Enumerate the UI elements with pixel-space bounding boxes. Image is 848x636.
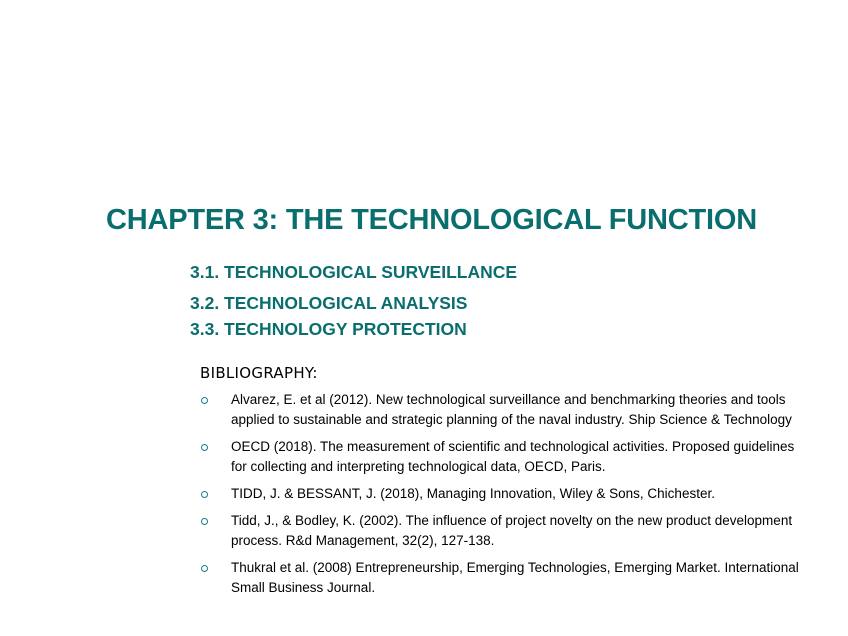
bibliography-entry	[200, 558, 800, 598]
chapter-title: CHAPTER 3: THE TECHNOLOGICAL FUNCTION	[106, 204, 758, 236]
bibliography-list	[200, 390, 800, 605]
circle-bullet-icon	[201, 444, 208, 451]
bibliography-entry	[200, 511, 800, 551]
bibliography-entry-text: Alvarez, E. et al (2012). New technological surveillance and benchmarking theories and tools applied to sustainable and strategic planning of the naval industry. Ship Science & Technology	[231, 392, 792, 427]
section-heading-3-2: 3.2. TECHNOLOGICAL ANALYSIS	[190, 293, 468, 313]
bibliography-entry-text: OECD (2018). The measurement of scientific and technological activities. Proposed guidelines for collecting and interpreting technological data, OECD, Paris.	[231, 439, 795, 474]
circle-bullet-icon	[201, 565, 208, 572]
bibliography-heading: BIBLIOGRAPHY:	[200, 364, 318, 382]
bibliography-entry	[200, 437, 800, 477]
bibliography-entry	[200, 484, 800, 504]
bibliography-entry-text: TIDD, J. & BESSANT, J. (2018), Managing Innovation, Wiley & Sons, Chichester.	[231, 486, 715, 501]
bibliography-entry-text: Thukral et al. (2008) Entrepreneurship, Emerging Technologies, Emerging Market. International Small Business Journal.	[231, 560, 799, 595]
bibliography-entry-text: Tidd, J., & Bodley, K. (2002). The influence of project novelty on the new product development process. R&d Management, 32(2), 127-138.	[231, 513, 793, 548]
bibliography-entry	[200, 390, 800, 430]
circle-bullet-icon	[201, 491, 208, 498]
circle-bullet-icon	[201, 397, 208, 404]
circle-bullet-icon	[201, 518, 208, 525]
section-heading-3-1: 3.1. TECHNOLOGICAL SURVEILLANCE	[190, 262, 518, 282]
section-heading-3-3: 3.3. TECHNOLOGY PROTECTION	[190, 319, 467, 339]
